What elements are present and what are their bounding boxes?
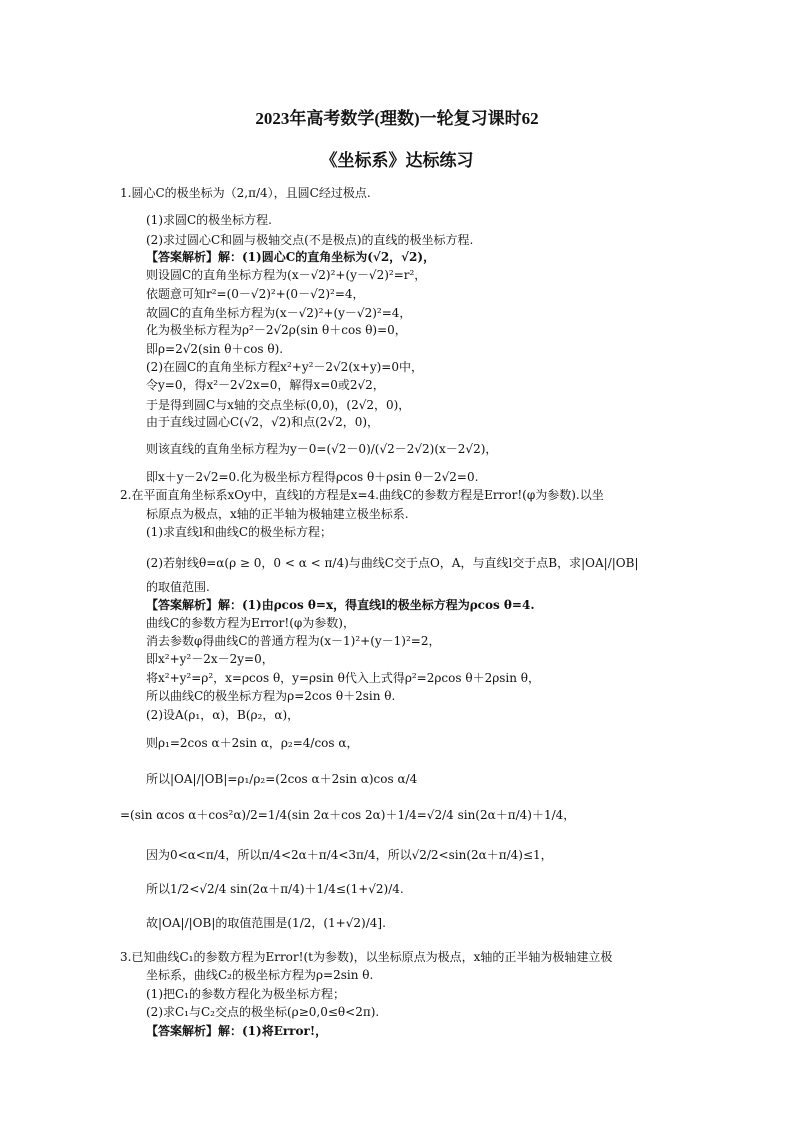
text-line: 依题意可知r²=(0－√2)²+(0－√2)²=4， (146, 287, 365, 301)
text-line: 的取值范围. (146, 580, 210, 594)
problem-1-statement: 1.圆心C的极坐标为（2,π/4），且圆C经过极点. (120, 186, 371, 200)
text-line: 化为极坐标方程为ρ²－2√2ρ(sin θ＋cos θ)=0， (146, 323, 407, 337)
problem-3-statement-cont: 坐标系，曲线C₂的极坐标方程为ρ=2sin θ. (146, 968, 374, 982)
page-title: 2023年高考数学(理数)一轮复习课时62 (255, 109, 539, 128)
text-line: 则该直线的直角坐标方程为y－0=(√2－0)/(√2－2√2)(x－2√2)， (146, 442, 498, 456)
text-line: 即x＋y－2√2=0.化为极坐标方程得ρcos θ＋ρsin θ－2√2=0. (146, 470, 479, 484)
text-line: (2)设A(ρ₁，α)，B(ρ₂，α)， (146, 708, 300, 722)
text-line: (2)在圆C的直角坐标方程x²+y²－2√2(x+y)=0中， (146, 360, 423, 374)
problem-1-part-2: (2)求过圆心C和圆与极轴交点(不是极点)的直线的极坐标方程. (146, 233, 474, 247)
text-line: =(sin αcos α＋cos²α)/2=1/4(sin 2α＋cos 2α)＋1/4=√2/4 sin(2α＋π/4)＋1/4， (120, 808, 576, 822)
text-line: 所以曲线C的极坐标方程为ρ=2cos θ＋2sin θ. (146, 689, 396, 703)
problem-1-part-1: (1)求圆C的极坐标方程. (146, 213, 272, 227)
text-line: 所以|OA|/|OB|=ρ₁/ρ₂=(2cos α＋2sin α)cos α/4 (146, 772, 418, 786)
page-subtitle: 《坐标系》达标练习 (320, 151, 474, 170)
text-line: 即ρ=2√2(sin θ＋cos θ). (146, 342, 284, 356)
text-line: 将x²+y²=ρ²，x=ρcos θ，y=ρsin θ代入上式得ρ²=2ρcos θ＋2ρsin θ， (146, 671, 541, 685)
problem-2-statement: 2.在平面直角坐标系xOy中，直线l的方程是x=4.曲线C的参数方程是Error!(φ为参数).以坐 (120, 488, 604, 502)
text-line: 曲线C的参数方程为Error!(φ为参数)， (146, 616, 355, 630)
text-line: 故圆C的直角坐标方程为(x－√2)²+(y－√2)²=4， (146, 306, 412, 320)
problem-3-part-1: (1)把C₁的参数方程化为极坐标方程； (146, 987, 345, 1001)
text-line: 由于直线过圆心C(√2，√2)和点(2√2，0)， (146, 415, 380, 429)
problem-2-part-1: (1)求直线l和曲线C的极坐标方程； (146, 525, 333, 539)
problem-3-part-2: (2)求C₁与C₂交点的极坐标(ρ≥0,0≤θ<2π). (146, 1005, 380, 1019)
text-line: 消去参数φ得曲线C的普通方程为(x－1)²+(y－1)²=2， (146, 634, 441, 648)
problem-1-answer-heading: 【答案解析】解：(1)圆心C的直角坐标为(√2，√2)， (146, 250, 436, 264)
problem-3-statement: 3.已知曲线C₁的参数方程为Error!(t为参数)，以坐标原点为极点，x轴的正半轴为极轴建立极 (120, 950, 613, 964)
text-line: 则设圆C的直角坐标方程为(x－√2)²+(y－√2)²=r²， (146, 268, 427, 282)
text-line: 故|OA|/|OB|的取值范围是(1/2，(1+√2)/4]. (146, 916, 386, 930)
text-line: 于是得到圆C与x轴的交点坐标(0,0)，(2√2，0)， (146, 398, 411, 412)
problem-3-answer-heading: 【答案解析】解：(1)将Error!， (146, 1024, 328, 1038)
text-line: 因为0<α<π/4，所以π/4<2α＋π/4<3π/4，所以√2/2<sin(2α＋π/4)≤1， (146, 848, 553, 862)
problem-2-answer-heading: 【答案解析】解：(1)由ρcos θ=x，得直线l的极坐标方程为ρcos θ=4. (146, 598, 535, 612)
text-line: 即x²+y²－2x－2y=0， (146, 652, 274, 666)
problem-2-part-2: (2)若射线θ=α(ρ ≥ 0，0 < α < π/4)与曲线C交于点O，A，与直线l交于点B，求|OA|/|OB| (146, 556, 639, 570)
text-line: 则ρ₁=2cos α＋2sin α，ρ₂=4/cos α， (146, 736, 359, 750)
problem-2-statement-cont: 标原点为极点，x轴的正半轴为极轴建立极坐标系. (146, 507, 409, 521)
text-line: 所以1/2<√2/4 sin(2α＋π/4)＋1/4≤(1+√2)/4. (146, 882, 404, 896)
text-line: 令y=0，得x²－2√2x=0，解得x=0或2√2， (146, 378, 385, 392)
